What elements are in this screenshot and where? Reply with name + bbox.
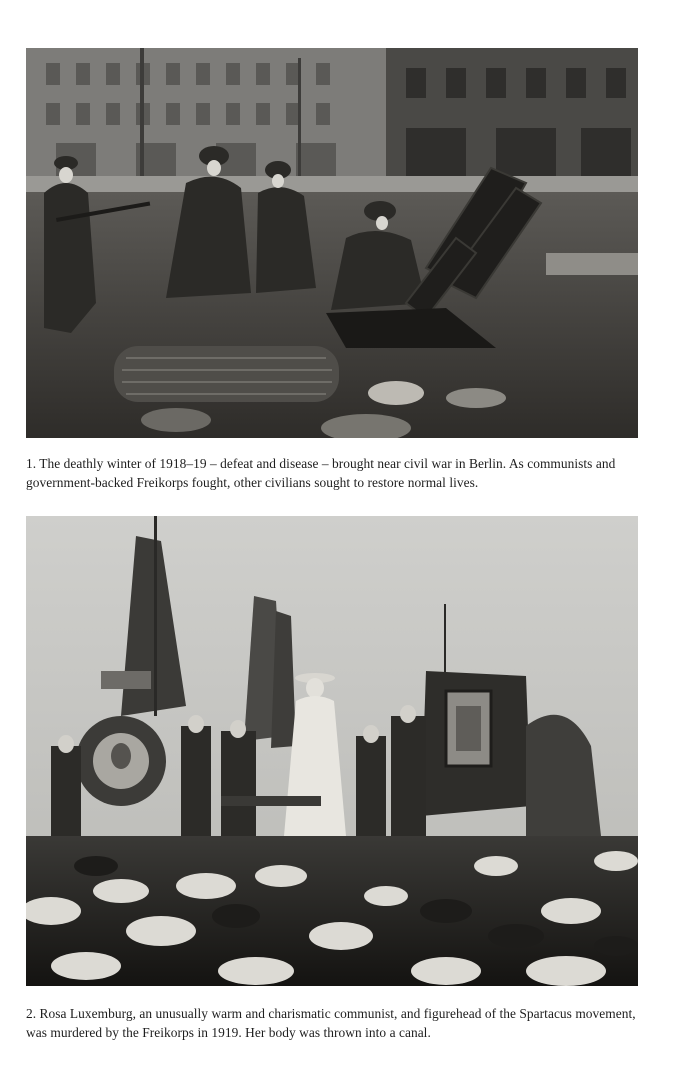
figure-caption-1: 1. The deathly winter of 1918–19 – defeat and disease – brought near civil war in Berlin. As communists and government-backed Freikorps fought, other civilians sought to restore normal lives. (26, 456, 616, 490)
figure-caption-2: 2. Rosa Luxemburg, an unusually warm and charismatic communist, and figurehead of the Spartacus movement, was murdered by the Freikorps in 1919. Her body was thrown into a canal. (26, 1006, 636, 1040)
photo-rosa-luxemburg-speech (26, 516, 638, 986)
photo-berlin-mortar-crew (26, 48, 638, 438)
